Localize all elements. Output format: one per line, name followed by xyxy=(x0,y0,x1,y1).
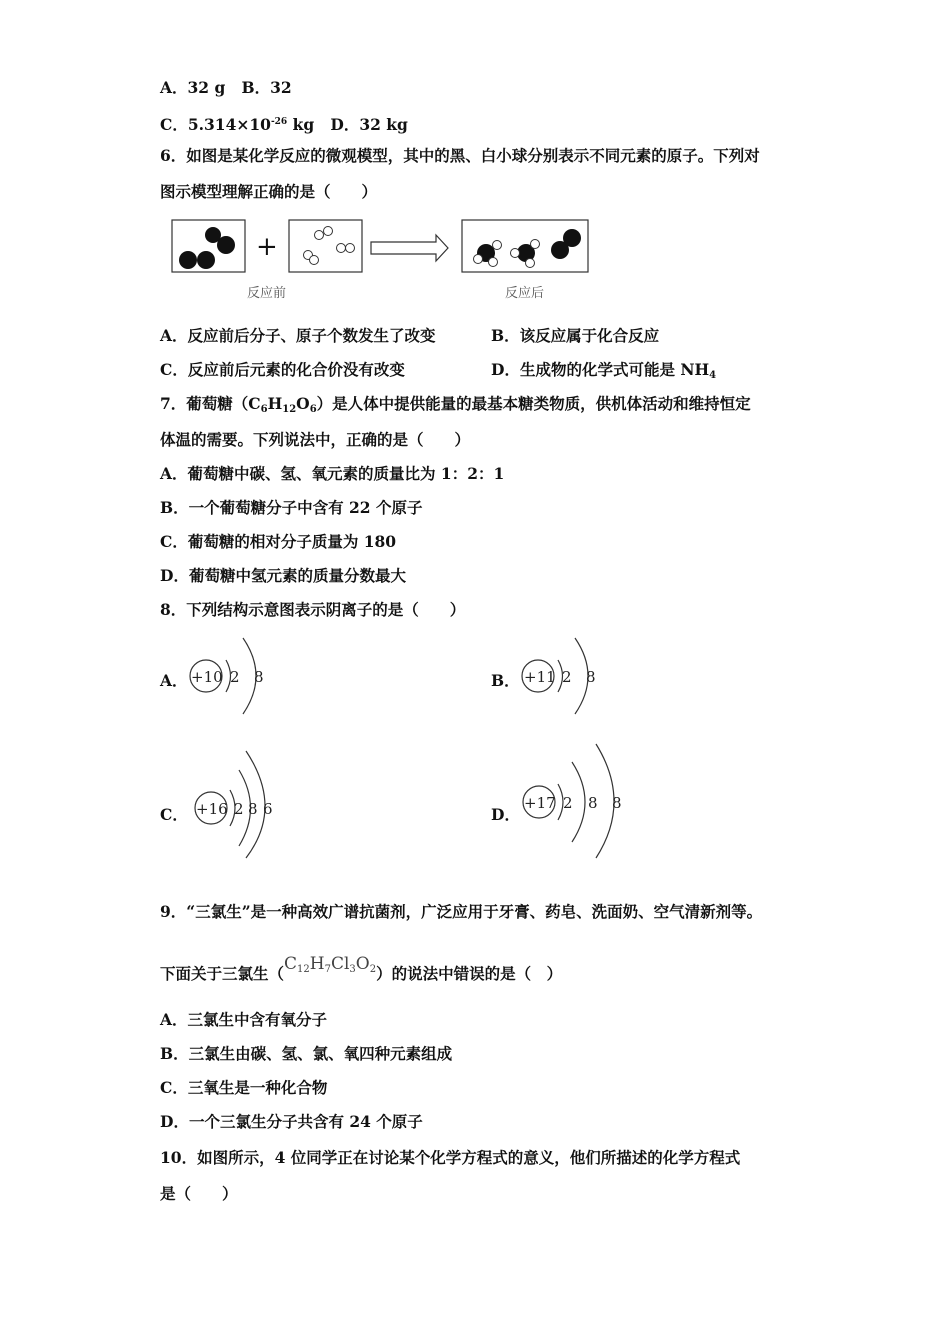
q8-option-b-atom-diagram[interactable] xyxy=(517,632,617,722)
reaction-arrow xyxy=(371,235,448,261)
q9-stem-line-2 xyxy=(160,954,563,990)
q6-reaction-diagram xyxy=(168,215,598,280)
q6-stem-line-2: 图示模型理解正确的是（ ） xyxy=(160,182,378,201)
q5-option-c-unit: kg xyxy=(287,115,315,134)
nucleus-charge: +17 xyxy=(524,794,556,812)
q6-option-d-subscript: 4 xyxy=(709,370,717,381)
q8-option-c-atom-diagram[interactable] xyxy=(190,746,290,861)
shell-2-electrons: 8 xyxy=(588,794,598,812)
q7-o: O xyxy=(296,394,310,413)
formula-o: O xyxy=(355,954,370,974)
plus-sign: + xyxy=(256,232,278,262)
q9-option-d[interactable]: D．一个三氯生分子共含有 24 个原子 xyxy=(160,1112,423,1131)
shell-1-electrons: 2 xyxy=(562,668,572,686)
nucleus-charge: +11 xyxy=(524,668,556,686)
q5-option-c[interactable] xyxy=(160,115,314,134)
shell-3-electrons: 6 xyxy=(263,800,273,818)
q8-option-a-atom-diagram[interactable] xyxy=(185,632,285,722)
q5-option-c-exponent: -26 xyxy=(270,117,288,127)
q5-options-ab xyxy=(160,78,292,98)
nucleus-charge: +16 xyxy=(196,800,228,818)
formula-h-sub: 7 xyxy=(324,964,331,975)
shell-1-electrons: 2 xyxy=(230,668,240,686)
q8-option-d-atom-diagram[interactable] xyxy=(520,740,635,860)
formula-cl-sub: 3 xyxy=(349,964,356,975)
shell-1-electrons: 2 xyxy=(563,794,573,812)
q7-option-b[interactable]: B．一个葡萄糖分子中含有 22 个原子 xyxy=(160,498,423,517)
q7-sub-h: 12 xyxy=(282,404,297,415)
after-reaction-label: 反应后 xyxy=(505,286,545,301)
formula-cl: Cl xyxy=(330,954,350,974)
shell-1-electrons: 2 xyxy=(234,800,244,818)
q8-option-d-label[interactable]: D． xyxy=(491,805,520,824)
formula-c-sub: 12 xyxy=(297,964,310,975)
q6-option-b[interactable]: B．该反应属于化合反应 xyxy=(491,326,660,345)
shell-2-electrons: 8 xyxy=(248,800,258,818)
q5-option-a[interactable]: A．32 g xyxy=(160,78,226,97)
q7-stem-end: ）是人体中提供能量的最基本糖类物质，供机体活动和维持恒定 xyxy=(316,394,751,413)
q6-option-d-text: D．生成物的化学式可能是 NH xyxy=(491,360,710,379)
triclosan-formula xyxy=(284,954,376,974)
formula-o-sub: 2 xyxy=(369,964,377,975)
q7-sub-c: 6 xyxy=(260,404,268,415)
q5-option-d[interactable]: D．32 kg xyxy=(330,115,408,134)
q9-stem-line-1: 9．“三氯生”是一种高效广谱抗菌剂，广泛应用于牙膏、药皂、洗面奶、空气清新剂等。 xyxy=(160,902,763,921)
q9-option-c[interactable]: C．三氧生是一种化合物 xyxy=(160,1078,328,1097)
formula-c: C xyxy=(284,954,298,974)
nucleus-charge: +10 xyxy=(191,668,223,686)
q9-stem-start: 下面关于三氯生（ xyxy=(160,964,285,983)
q10-stem-line-1: 10．如图所示，4 位同学正在讨论某个化学方程式的意义，他们所描述的化学方程式 xyxy=(160,1148,741,1167)
shell-2-electrons: 8 xyxy=(586,668,596,686)
shell-2-electrons: 8 xyxy=(254,668,264,686)
q7-option-d[interactable]: D．葡萄糖中氢元素的质量分数最大 xyxy=(160,566,406,585)
q10-stem-line-2: 是（ ） xyxy=(160,1184,238,1203)
q8-stem: 8．下列结构示意图表示阴离子的是（ ） xyxy=(160,600,466,619)
formula-h: H xyxy=(309,954,325,974)
q5-option-c-base: C．5.314×10 xyxy=(160,115,271,134)
q9-option-a[interactable]: A．三氯生中含有氧分子 xyxy=(160,1010,328,1029)
q7-option-c[interactable]: C．葡萄糖的相对分子质量为 180 xyxy=(160,532,397,551)
q6-option-d[interactable] xyxy=(491,360,716,386)
q7-sub-o: 6 xyxy=(309,404,317,415)
q7-option-a[interactable]: A．葡萄糖中碳、氢、氧元素的质量比为 1：2：1 xyxy=(160,464,505,483)
q9-option-b[interactable]: B．三氯生由碳、氢、氯、氧四种元素组成 xyxy=(160,1044,453,1063)
q5-option-b[interactable]: B．32 xyxy=(241,78,292,97)
q7-h: H xyxy=(267,394,283,413)
q9-stem-end: ）的说法中错误的是（ ） xyxy=(376,964,563,983)
shell-3-electrons: 8 xyxy=(612,794,622,812)
q8-option-b-label[interactable]: B． xyxy=(491,671,520,690)
q5-options-cd xyxy=(160,112,408,135)
q7-stem-line-2: 体温的需要。下列说法中，正确的是（ ） xyxy=(160,430,471,449)
q7-stem-line-1 xyxy=(160,394,751,420)
q8-option-c-label[interactable]: C． xyxy=(160,805,188,824)
q8-option-a-label[interactable]: A． xyxy=(160,671,188,690)
q6-option-a[interactable]: A．反应前后分子、原子个数发生了改变 xyxy=(160,326,436,345)
q6-stem-line-1: 6．如图是某化学反应的微观模型，其中的黑、白小球分别表示不同元素的原子。下列对 xyxy=(160,146,760,165)
before-reaction-label: 反应前 xyxy=(247,286,287,301)
q6-option-c[interactable]: C．反应前后元素的化合价没有改变 xyxy=(160,360,405,379)
q7-stem-start: 7．葡萄糖（C xyxy=(160,394,261,413)
